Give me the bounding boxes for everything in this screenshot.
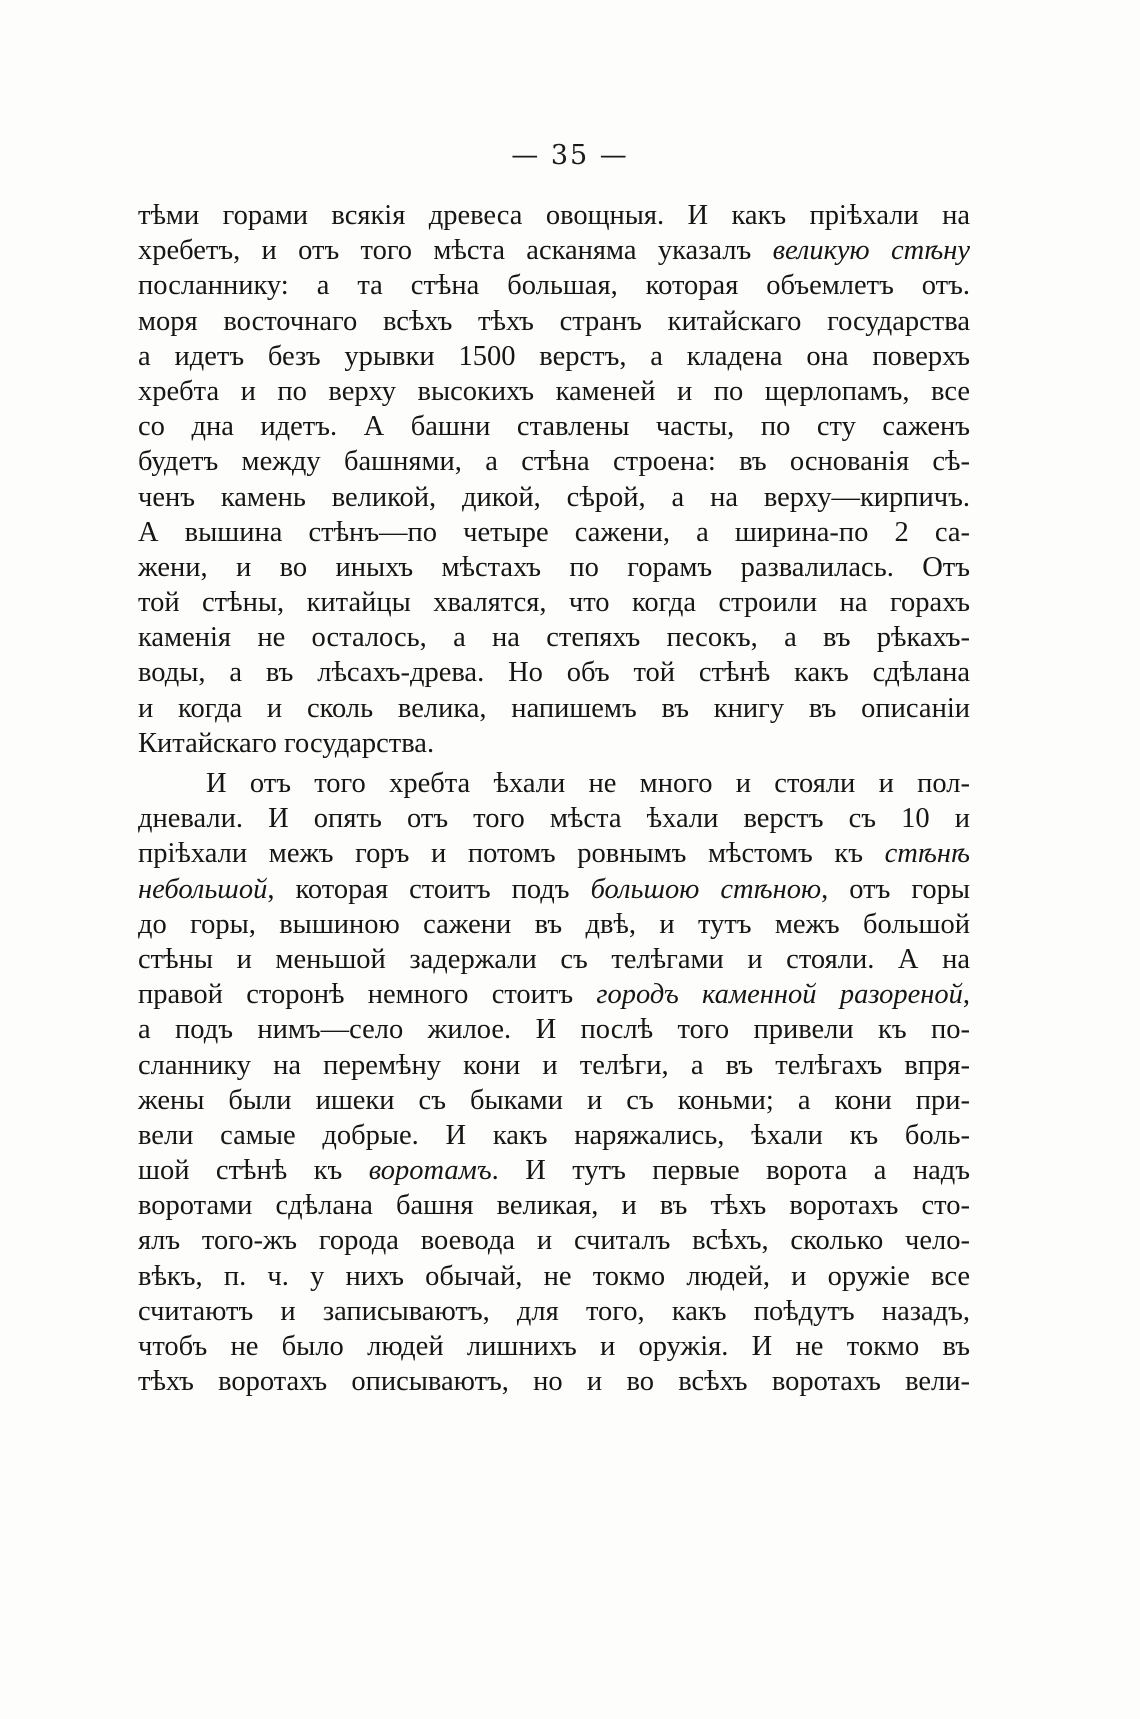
page-number: — 35 — xyxy=(511,140,629,171)
text-line: вѣкъ, п. ч. у нихъ обычай, не токмо людей, и оружіе все xyxy=(138,1260,970,1292)
text-line: И отъ того хребта ѣхали не много и стояли и пол- xyxy=(206,768,970,799)
italic-phrase: небольшой xyxy=(138,873,268,905)
text-line: а подъ нимъ—село жилое. И послѣ того привели къ по- xyxy=(138,1014,970,1046)
text-line: тѣми горами всякія древеса овощныя. И какъ пріѣхали на xyxy=(138,200,970,231)
text-line: сланнику на перемѣну кони и телѣги, а въ телѣгахъ впря- xyxy=(138,1049,970,1081)
italic-phrase: городъ каменной разореной xyxy=(596,979,963,1011)
text-line: пріѣхали межъ горъ и потомъ ровнымъ мѣстомъ къ стѣнѣ xyxy=(138,838,970,870)
text-line: жены были ишеки съ быками и съ коньми; а кони при- xyxy=(138,1084,970,1116)
italic-phrase: стѣнѣ xyxy=(884,838,970,870)
text-line: небольшой, которая стоитъ подъ большою стѣною, отъ горы xyxy=(138,873,971,905)
text-line: каменія не осталось, а на степяхъ песокъ, а въ рѣкахъ- xyxy=(138,622,970,654)
text-line: хребетъ, и отъ того мѣста асканяма указалъ великую стѣну xyxy=(138,235,970,267)
text-line: Китайскаго государства. xyxy=(138,727,435,759)
italic-phrase: большою стѣною xyxy=(590,873,822,905)
text-line: воды, а въ лѣсахъ-древа. Но объ той стѣнѣ какъ сдѣлана xyxy=(138,657,970,689)
text-line: считаютъ и записываютъ, для того, какъ поѣдутъ назадъ, xyxy=(138,1295,970,1327)
paragraph-1 xyxy=(138,198,970,761)
text-line: воротами сдѣлана башня великая, и въ тѣхъ воротахъ сто- xyxy=(138,1190,970,1222)
paragraph-2 xyxy=(138,766,970,1399)
text-line: дневали. И опять отъ того мѣста ѣхали верстъ съ 10 и xyxy=(138,803,970,835)
italic-phrase: великую стѣну xyxy=(772,235,970,267)
text-line: А вышина стѣнъ—по четыре сажени, а ширина-по 2 са- xyxy=(138,516,970,548)
text-line: вели самые добрые. И какъ наряжались, ѣхали къ боль- xyxy=(138,1119,970,1151)
text-line: будетъ между башнями, а стѣна строена: въ основанія сѣ- xyxy=(138,446,970,478)
italic-phrase: воротамъ xyxy=(368,1155,492,1187)
text-line: со дна идетъ. А башни ставлены часты, по сту саженъ xyxy=(138,411,970,443)
text-line: той стѣны, китайцы хвалятся, что когда строили на горахъ xyxy=(138,587,970,619)
text-line: а идетъ безъ урывки 1500 верстъ, а кладена она поверхъ xyxy=(138,340,970,372)
text-line: до горы, вышиною сажени въ двѣ, и тутъ межъ большой xyxy=(138,908,970,940)
text-line: шой стѣнѣ къ воротамъ. И тутъ первые ворота а надъ xyxy=(138,1155,970,1187)
text-line: ченъ камень великой, дикой, сѣрой, а на верху—кирпичъ. xyxy=(138,481,970,513)
body-text xyxy=(138,198,970,1399)
text-line: ялъ того-жъ города воевода и считалъ всѣхъ, сколько чело- xyxy=(138,1225,970,1257)
text-line: тѣхъ воротахъ описываютъ, но и во всѣхъ воротахъ вели- xyxy=(138,1366,970,1398)
text-line: стѣны и меньшой задержали съ телѣгами и стояли. А на xyxy=(138,943,970,975)
text-line: хребта и по верху высокихъ каменей и по щерлопамъ, все xyxy=(138,375,970,407)
text-line: посланнику: а та стѣна большая, которая объемлетъ отъ. xyxy=(138,270,970,302)
text-line: моря восточнаго всѣхъ тѣхъ странъ китайскаго государства xyxy=(138,305,970,337)
text-line: и когда и сколь велика, напишемъ въ книгу въ описаніи xyxy=(138,692,970,724)
text-line: жени, и во иныхъ мѣстахъ по горамъ развалилась. Отъ xyxy=(138,551,970,583)
text-line: правой сторонѣ немного стоитъ городъ каменной разореной, xyxy=(138,979,970,1011)
text-line: чтобъ не было людей лишнихъ и оружія. И не токмо въ xyxy=(138,1331,970,1362)
